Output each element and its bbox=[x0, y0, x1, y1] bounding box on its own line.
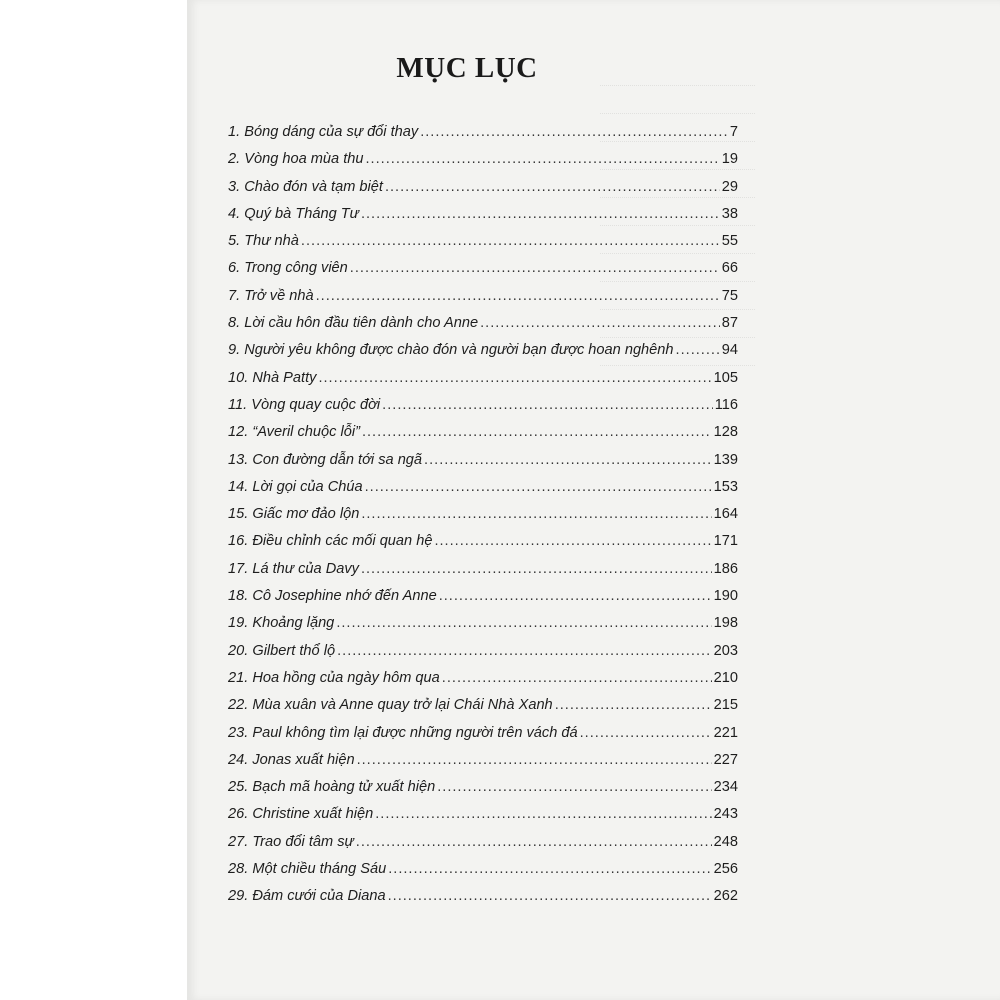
toc-entry bbox=[228, 697, 738, 724]
toc-entry-page-number: 234 bbox=[713, 779, 738, 796]
dot-leader bbox=[375, 806, 711, 822]
toc-entry bbox=[228, 479, 738, 506]
toc-entry bbox=[228, 834, 738, 861]
toc-entry-title: 11. Vòng quay cuộc đời bbox=[228, 396, 381, 413]
toc-entry-page-number: 94 bbox=[721, 342, 738, 359]
toc-entry-title: 20. Gilbert thổ lộ bbox=[228, 642, 336, 659]
dot-leader bbox=[365, 479, 712, 495]
toc-entry-title: 12. “Averil chuộc lỗi” bbox=[228, 424, 360, 441]
toc-entry-page-number: 243 bbox=[713, 806, 738, 823]
dot-leader bbox=[382, 397, 713, 413]
toc-entry bbox=[228, 643, 738, 670]
table-of-contents bbox=[228, 124, 738, 916]
toc-entry-page-number: 221 bbox=[713, 724, 738, 741]
toc-entry-title: 22. Mùa xuân và Anne quay trở lại Chái Nhà Xanh bbox=[228, 697, 553, 714]
dot-leader bbox=[424, 452, 712, 468]
toc-entry bbox=[228, 452, 738, 479]
dot-leader bbox=[385, 179, 720, 195]
dot-leader bbox=[356, 834, 712, 850]
toc-entry-page-number: 29 bbox=[721, 178, 738, 195]
toc-entry bbox=[228, 288, 738, 315]
toc-entry bbox=[228, 888, 738, 915]
toc-entry-title: 18. Cô Josephine nhớ đến Anne bbox=[228, 588, 437, 605]
toc-entry-page-number: 116 bbox=[714, 396, 738, 413]
toc-entry bbox=[228, 179, 738, 206]
toc-entry-page-number: 215 bbox=[713, 697, 738, 714]
dot-leader bbox=[337, 643, 712, 659]
toc-entry bbox=[228, 588, 738, 615]
dot-leader bbox=[480, 315, 720, 331]
toc-entry-page-number: 248 bbox=[713, 833, 738, 850]
toc-entry-title: 3. Chào đón và tạm biệt bbox=[228, 178, 383, 195]
toc-entry bbox=[228, 506, 738, 533]
toc-entry bbox=[228, 533, 738, 560]
toc-entry-title: 28. Một chiều tháng Sáu bbox=[228, 861, 387, 878]
toc-entry-title: 14. Lời gọi của Chúa bbox=[228, 478, 363, 495]
dot-leader bbox=[318, 370, 711, 386]
dot-leader bbox=[580, 725, 712, 741]
toc-entry-title: 25. Bạch mã hoàng tử xuất hiện bbox=[228, 779, 436, 796]
toc-entry-title: 1. Bóng dáng của sự đổi thay bbox=[228, 124, 419, 140]
toc-entry-page-number: 105 bbox=[713, 369, 738, 386]
dot-leader bbox=[388, 861, 711, 877]
toc-entry-page-number: 87 bbox=[721, 315, 738, 332]
toc-entry-page-number: 227 bbox=[713, 751, 738, 768]
toc-entry-title: 5. Thư nhà bbox=[228, 233, 299, 250]
toc-entry-title: 17. Lá thư của Davy bbox=[228, 560, 359, 577]
dot-leader bbox=[357, 752, 712, 768]
toc-entry-page-number: 128 bbox=[713, 424, 738, 441]
toc-entry bbox=[228, 315, 738, 342]
toc-entry bbox=[228, 151, 738, 178]
dot-leader bbox=[676, 342, 720, 358]
toc-entry bbox=[228, 260, 738, 287]
toc-entry-page-number: 75 bbox=[721, 287, 738, 304]
toc-entry-page-number: 203 bbox=[713, 642, 738, 659]
dot-leader bbox=[366, 151, 720, 167]
dot-leader bbox=[437, 779, 711, 795]
dot-leader bbox=[361, 206, 720, 222]
toc-entry-title: 21. Hoa hồng của ngày hôm qua bbox=[228, 669, 440, 686]
toc-entry-title: 7. Trở về nhà bbox=[228, 287, 314, 304]
toc-entry-page-number: 139 bbox=[713, 451, 738, 468]
toc-entry bbox=[228, 233, 738, 260]
toc-entry-title: 19. Khoảng lặng bbox=[228, 615, 335, 632]
dot-leader bbox=[350, 260, 720, 276]
toc-entry-title: 13. Con đường dẫn tới sa ngã bbox=[228, 451, 423, 468]
toc-entry-title: 27. Trao đổi tâm sự bbox=[228, 833, 354, 850]
toc-entry bbox=[228, 615, 738, 642]
toc-entry-title: 16. Điều chỉnh các mối quan hệ bbox=[228, 533, 433, 550]
toc-entry-page-number: 164 bbox=[713, 506, 738, 523]
dot-leader bbox=[361, 506, 711, 522]
dot-leader bbox=[361, 561, 712, 577]
toc-entry bbox=[228, 342, 738, 369]
toc-entry-page-number: 19 bbox=[721, 151, 738, 168]
toc-entry bbox=[228, 779, 738, 806]
toc-entry-page-number: 198 bbox=[713, 615, 738, 632]
toc-entry-page-number: 38 bbox=[721, 205, 738, 222]
dot-leader bbox=[362, 424, 712, 440]
toc-entry bbox=[228, 670, 738, 697]
toc-entry bbox=[228, 561, 738, 588]
toc-entry-title: 2. Vòng hoa mùa thu bbox=[228, 151, 364, 168]
dot-leader bbox=[555, 697, 712, 713]
toc-entry-title: 26. Christine xuất hiện bbox=[228, 806, 374, 823]
toc-entry-page-number: 171 bbox=[713, 533, 738, 550]
toc-entry-title: 9. Người yêu không được chào đón và người bạn được hoan nghênh bbox=[228, 342, 674, 359]
dot-leader bbox=[434, 533, 711, 549]
toc-entry bbox=[228, 806, 738, 833]
toc-entry-title: 4. Quý bà Tháng Tư bbox=[228, 205, 359, 222]
toc-entry bbox=[228, 424, 738, 451]
dot-leader bbox=[336, 615, 711, 631]
toc-entry-page-number: 256 bbox=[713, 861, 738, 878]
toc-entry-title: 15. Giấc mơ đảo lộn bbox=[228, 506, 360, 523]
toc-entry-page-number: 262 bbox=[713, 888, 738, 905]
toc-entry bbox=[228, 370, 738, 397]
toc-entry-page-number: 190 bbox=[713, 588, 738, 605]
toc-entry-page-number: 66 bbox=[721, 260, 738, 277]
toc-entry bbox=[228, 725, 738, 752]
toc-entry bbox=[228, 124, 738, 151]
toc-entry-title: 24. Jonas xuất hiện bbox=[228, 751, 355, 768]
dot-leader bbox=[388, 888, 712, 904]
toc-entry-title: 10. Nhà Patty bbox=[228, 369, 317, 386]
toc-entry bbox=[228, 861, 738, 888]
toc-entry-page-number: 210 bbox=[713, 669, 738, 686]
dot-leader bbox=[316, 288, 720, 304]
toc-entry-title: 6. Trong công viên bbox=[228, 260, 348, 277]
toc-entry-page-number: 7 bbox=[729, 124, 738, 140]
dot-leader bbox=[442, 670, 712, 686]
toc-entry bbox=[228, 206, 738, 233]
toc-entry-page-number: 55 bbox=[721, 233, 738, 250]
toc-entry-title: 8. Lời cầu hôn đầu tiên dành cho Anne bbox=[228, 315, 479, 332]
dot-leader bbox=[420, 124, 728, 140]
dot-leader bbox=[439, 588, 712, 604]
toc-entry-page-number: 153 bbox=[713, 478, 738, 495]
toc-entry bbox=[228, 397, 738, 424]
toc-entry-title: 29. Đám cưới của Diana bbox=[228, 888, 386, 905]
toc-entry-page-number: 186 bbox=[713, 560, 738, 577]
toc-entry-title: 23. Paul không tìm lại được những người trên vách đá bbox=[228, 724, 578, 741]
toc-entry bbox=[228, 752, 738, 779]
dot-leader bbox=[301, 233, 720, 249]
page-title: MỤC LỤC bbox=[396, 52, 538, 84]
